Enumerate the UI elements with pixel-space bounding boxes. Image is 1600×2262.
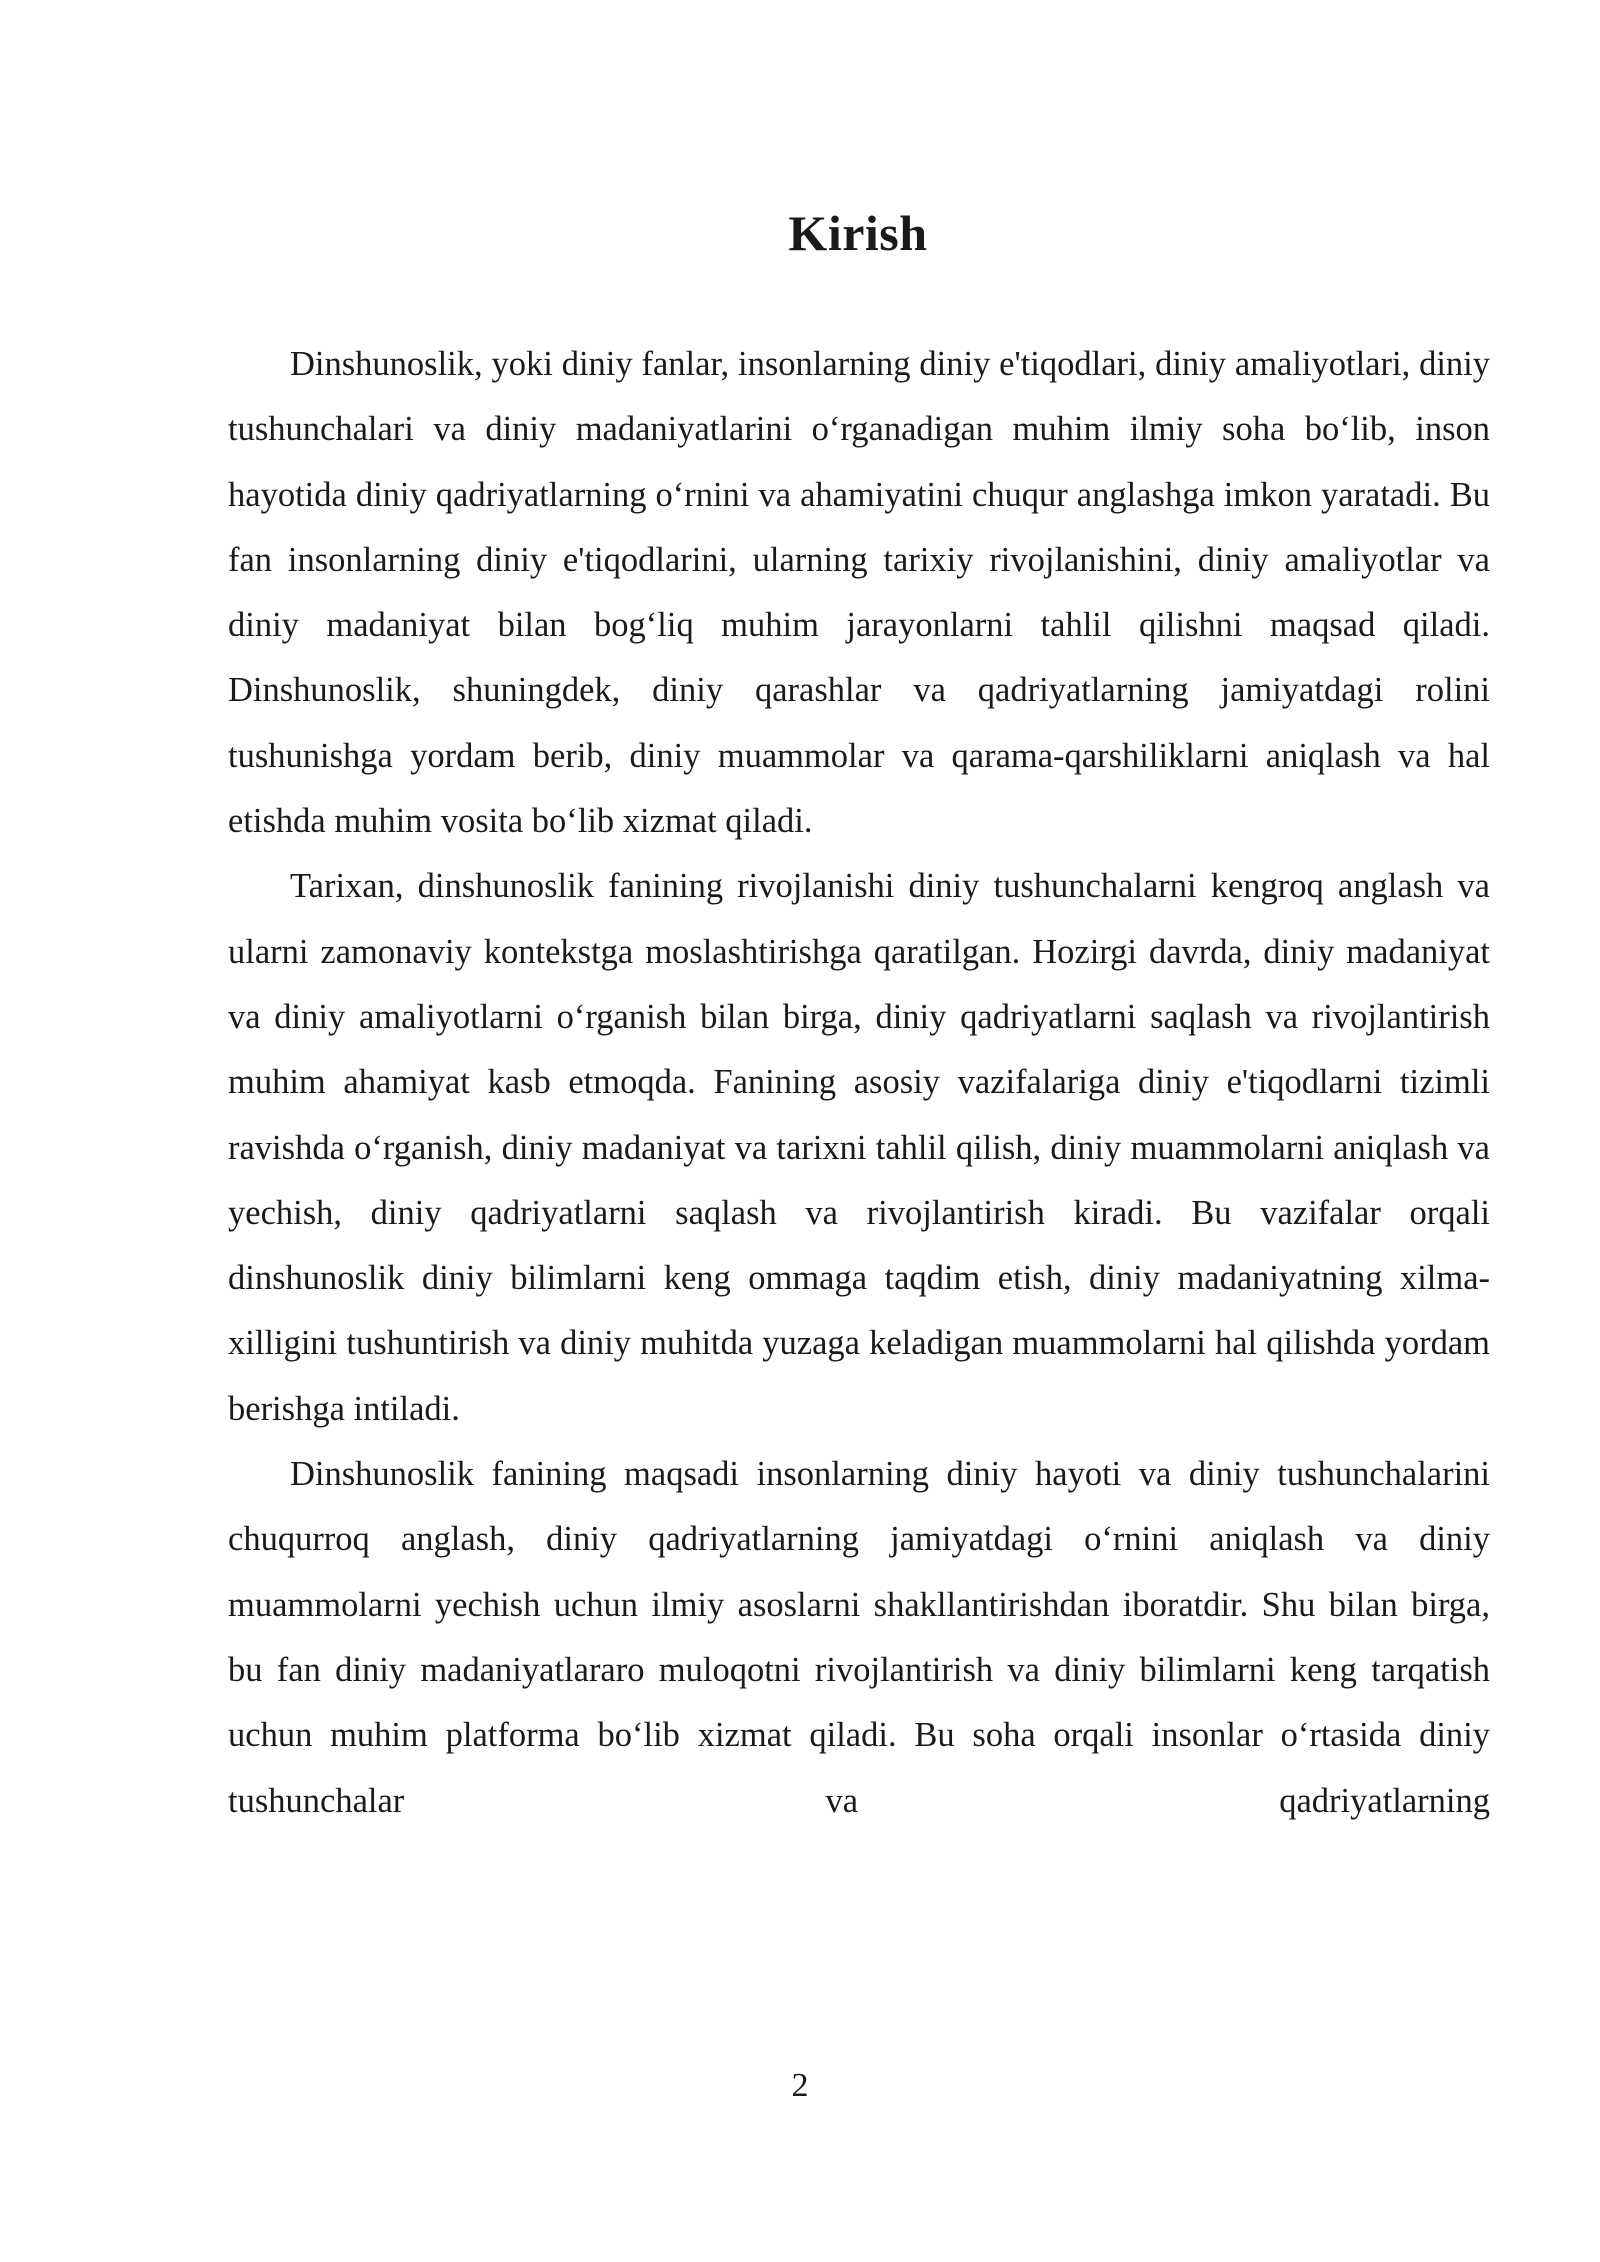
page-number: 2 bbox=[791, 2067, 809, 2104]
body-text bbox=[228, 332, 1490, 1834]
paragraph-2: Tarixan, dinshunoslik fanining rivojlanishi diniy tushunchalarni kengroq anglash va ularni zamonaviy kontekstga moslashtirishga qaratilgan. Hozirgi davrda, diniy madaniyat va diniy amaliyotlarni o‘rganish bilan birga, diniy qadriyatlarni saqlash va rivojlantirish muhim ahamiyat kasb etmoqda. Fanining asosiy vazifalariga diniy e'tiqodlarni tizimli ravishda o‘rganish, diniy madaniyat va tarixni tahlil qilish, diniy muammolarni aniqlash va yechish, diniy qadriyatlarni saqlash va rivojlantirish kiradi. Bu vazifalar orqali dinshunoslik diniy bilimlarni keng ommaga taqdim etish, diniy madaniyatning xilma-xilligini tushuntirish va diniy muhitda yuzaga keladigan muammolarni hal qilishda yordam berishga intiladi. bbox=[228, 867, 1490, 1428]
paragraph-3: Dinshunoslik fanining maqsadi insonlarning diniy hayoti va diniy tushunchalarini chuqurroq anglash, diniy qadriyatlarning jamiyatdagi o‘rnini aniqlash va diniy muammolarni yechish uchun ilmiy asoslarni shakllantirishdan iboratdir. Shu bilan birga, bu fan diniy madaniyatlararo muloqotni rivojlantirish va diniy bilimlarni keng tarqatish uchun muhim platforma bo‘lib xizmat qiladi. Bu soha orqali insonlar o‘rtasida diniy tushunchalar va qadriyatlarning bbox=[228, 1455, 1490, 1820]
page-title: Kirish bbox=[788, 205, 928, 261]
paragraph-1: Dinshunoslik, yoki diniy fanlar, insonlarning diniy e'tiqodlari, diniy amaliyotlari, diniy tushunchalari va diniy madaniyatlarini o‘rganadigan muhim ilmiy soha bo‘lib, inson hayotida diniy qadriyatlarning o‘rnini va ahamiyatini chuqur anglashga imkon yaratadi. Bu fan insonlarning diniy e'tiqodlarini, ularning tarixiy rivojlanishini, diniy amaliyotlar va diniy madaniyat bilan bog‘liq muhim jarayonlarni tahlil qilishni maqsad qiladi. Dinshunoslik, shuningdek, diniy qarashlar va qadriyatlarning jamiyatdagi rolini tushunishga yordam berib, diniy muammolar va qarama-qarshiliklarni aniqlash va hal etishda muhim vosita bo‘lib xizmat qiladi. bbox=[228, 345, 1490, 841]
